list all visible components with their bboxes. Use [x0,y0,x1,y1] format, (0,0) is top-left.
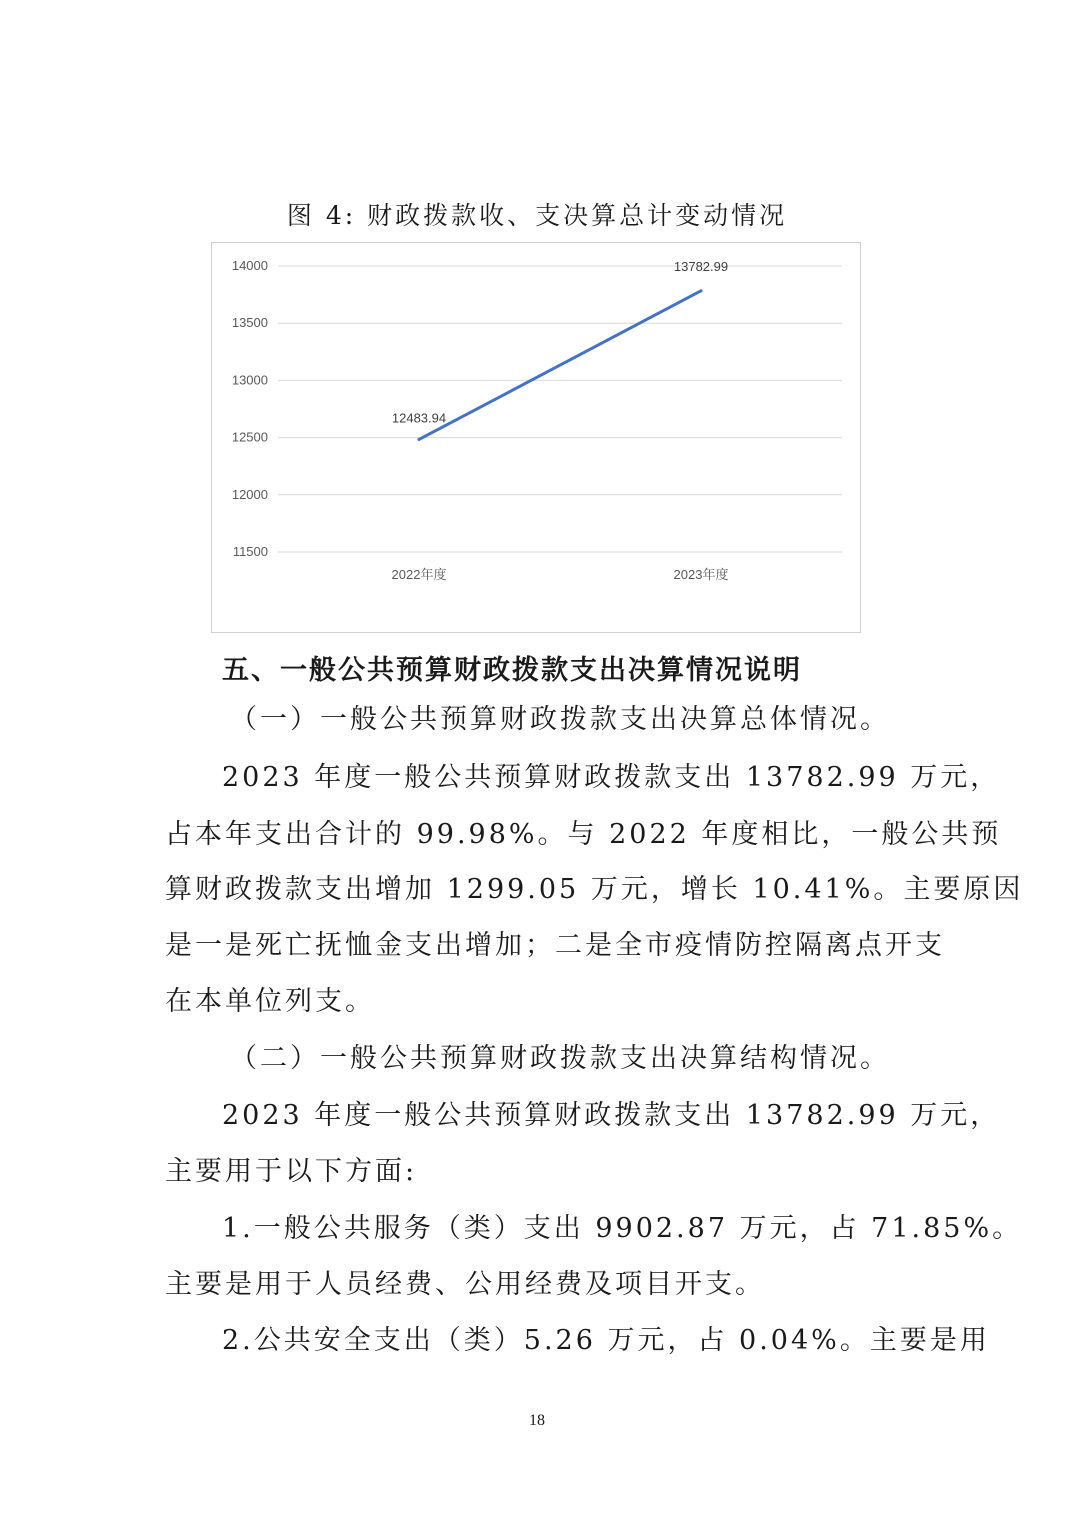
y-tick-label: 13500 [231,315,268,331]
line-chart [211,242,861,633]
y-tick-label: 11500 [232,544,268,559]
subsection-heading-1: （一）一般公共预算财政拨款支出决算总体情况。 [230,704,890,735]
list-item-line: 2.公共安全支出（类）5.26 万元，占 0.04%。主要是用 [222,1325,990,1356]
chart-svg [212,243,862,634]
paragraph-line: 算财政拨款支出增加 1299.05 万元，增长 10.41%。主要原因 [165,874,1024,905]
paragraph-line: 在本单位列支。 [165,986,375,1017]
figure-caption: 图 4: 财政拨款收、支决算总计变动情况 [286,201,788,230]
paragraph-line: 主要用于以下方面: [165,1156,418,1187]
paragraph-line: 占本年支出合计的 99.98%。与 2022 年度相比，一般公共预 [165,819,1002,850]
subsection-heading-2: （二）一般公共预算财政拨款支出决算结构情况。 [230,1043,890,1074]
x-tick-label: 2022年度 [391,567,447,582]
x-tick-label: 2023年度 [673,567,729,582]
data-point [418,438,421,441]
y-tick-label: 12000 [231,486,268,502]
paragraph-line: 是一是死亡抚恤金支出增加；二是全市疫情防控隔离点开支 [165,930,945,961]
page-number: 18 [529,1412,545,1429]
section-heading: 五、一般公共预算财政拨款支出决算情况说明 [222,655,802,686]
series-line [419,291,701,440]
y-tick-label: 14000 [231,258,268,273]
paragraph-line: 主要是用于人员经费、公用经费及项目开支。 [165,1269,765,1300]
data-label: 12483.94 [391,410,447,426]
paragraph-line: 2023 年度一般公共预算财政拨款支出 13782.99 万元， [222,762,1001,793]
y-tick-label: 13000 [231,372,268,388]
data-point [700,289,703,292]
y-tick-label: 12500 [231,429,268,445]
list-item-line: 1.一般公共服务（类）支出 9902.87 万元，占 71.85%。 [222,1213,1023,1244]
data-label: 13782.99 [673,259,729,274]
paragraph-line: 2023 年度一般公共预算财政拨款支出 13782.99 万元， [222,1100,1001,1131]
